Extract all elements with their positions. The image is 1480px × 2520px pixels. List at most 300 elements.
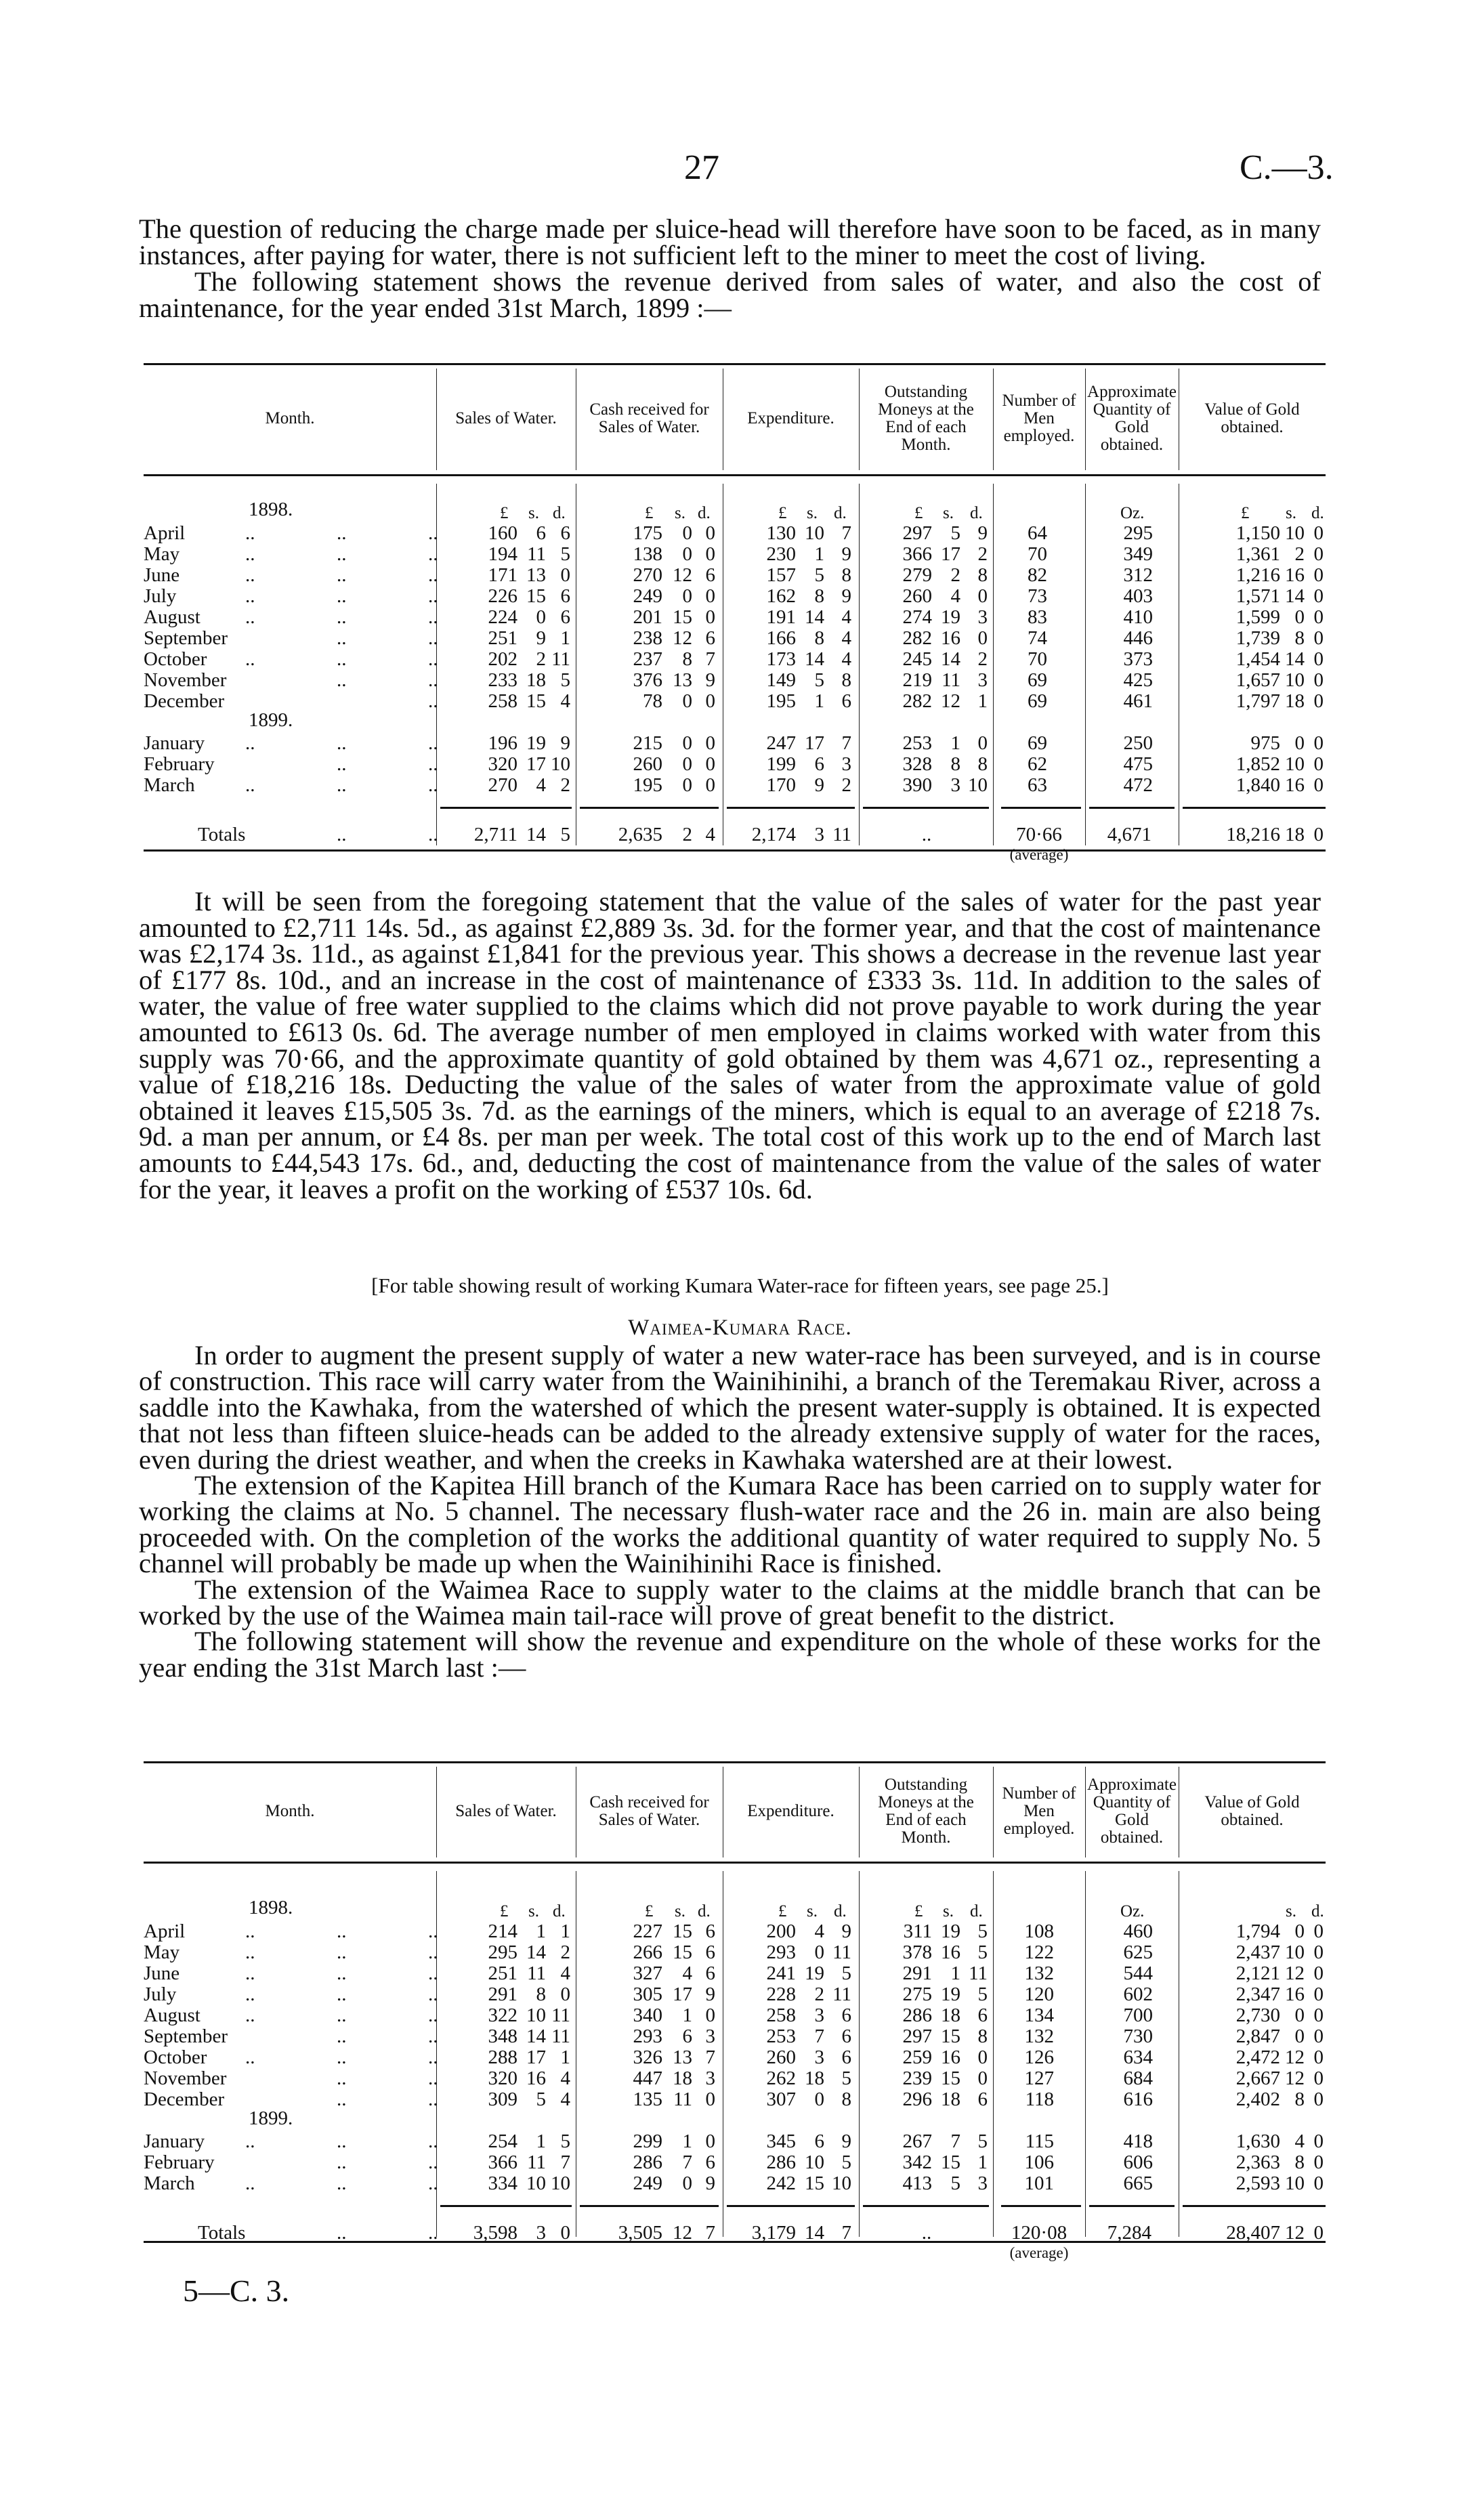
month-name: January	[144, 732, 205, 754]
column-divider	[436, 369, 437, 470]
month-name: January	[144, 2130, 205, 2152]
cash-pence: 0	[705, 753, 715, 775]
gold-ounces: 472	[1123, 774, 1153, 796]
column-divider	[1085, 369, 1086, 470]
gold-value-shillings: 12	[1285, 1962, 1305, 1984]
gold-value-pounds: 2,730	[1235, 2004, 1280, 2026]
unit-label: s.	[1286, 504, 1296, 522]
gold-value-shillings: 16	[1285, 1983, 1305, 2005]
gold-value-pence: 0	[1313, 774, 1324, 796]
gold-value-shillings: 10	[1285, 522, 1305, 544]
sales-pence: 9	[560, 732, 570, 754]
table-row	[144, 2068, 1326, 2089]
leader-dots: ..	[337, 824, 347, 845]
out-shillings: 5	[950, 2172, 960, 2194]
cash-shillings: 4	[682, 1962, 692, 1984]
cash-pence: 0	[705, 606, 715, 628]
out-shillings: 19	[941, 606, 960, 628]
out-pence: 10	[968, 774, 988, 796]
gold-ounces: 634	[1123, 2046, 1153, 2068]
unit-label: d.	[834, 1902, 847, 1920]
out-pence: 8	[977, 564, 988, 586]
unit-label: s.	[1286, 1902, 1296, 1920]
unit-label: d.	[1311, 1902, 1324, 1920]
sales-shillings: 1	[536, 1920, 546, 1942]
sales-pence: 11	[551, 648, 570, 670]
out-shillings: 15	[941, 2067, 960, 2089]
cash-shillings: 0	[682, 732, 692, 754]
header-men: Number of Men employed.	[1002, 1784, 1076, 1838]
table-row	[144, 1942, 1326, 1963]
sales-shillings: 1	[536, 2130, 546, 2152]
exp-pounds: 166	[766, 627, 796, 649]
month-name: August	[144, 606, 200, 628]
sales-pounds: 288	[488, 2046, 517, 2068]
kumara-revenue-table	[144, 363, 1326, 864]
out-pence: 8	[977, 2025, 988, 2047]
leader-dots: ..	[245, 522, 255, 544]
sales-pence: 5	[560, 669, 570, 691]
cash-shillings: 0	[682, 2172, 692, 2194]
exp-shillings: 2	[814, 1983, 824, 2005]
gold-value-pence: 0	[1313, 2130, 1324, 2152]
header-quantity: Approximate Quantity of Gold obtained.	[1087, 1776, 1177, 1847]
table-bottom-rule	[144, 849, 1326, 852]
sales-shillings: 17	[526, 753, 546, 775]
total-gold-value-pounds: 18,216	[1226, 824, 1280, 845]
men-employed: 118	[1025, 2088, 1054, 2110]
total-cash-pence: 4	[705, 824, 715, 845]
men-employed: 132	[1024, 2025, 1054, 2047]
column-divider	[993, 369, 994, 470]
out-shillings: 19	[941, 1920, 960, 1942]
table-row	[144, 586, 1326, 607]
gold-value-shillings: 12	[1285, 2046, 1305, 2068]
cash-shillings: 0	[682, 774, 692, 796]
unit-label: £	[778, 504, 787, 522]
leader-dots: ..	[337, 606, 347, 628]
gold-value-shillings: 12	[1285, 2067, 1305, 2089]
leader-dots: ..	[245, 1962, 255, 1984]
total-exp-pounds: 2,174	[751, 824, 796, 845]
out-pounds: 219	[902, 669, 932, 691]
unit-label: d.	[698, 1902, 711, 1920]
gold-value-shillings: 8	[1294, 2088, 1305, 2110]
total-exp-shillings: 14	[805, 2222, 824, 2244]
cash-pounds: 270	[633, 564, 662, 586]
exp-shillings: 18	[805, 2067, 824, 2089]
leader-dots: ..	[245, 2172, 255, 2194]
leader-dots: ..	[337, 564, 347, 586]
unit-label: £	[645, 1902, 654, 1920]
sales-pounds: 320	[488, 753, 517, 775]
leader-dots: ..	[337, 2004, 347, 2026]
gold-ounces: 349	[1123, 543, 1153, 565]
leader-dots: ..	[337, 543, 347, 565]
out-pence: 3	[977, 606, 988, 628]
cash-pence: 0	[705, 522, 715, 544]
cash-pounds: 286	[633, 2151, 662, 2173]
leader-dots: ..	[245, 2130, 255, 2152]
cash-shillings: 0	[682, 585, 692, 607]
unit-label: d.	[698, 504, 711, 522]
totals-rule	[1001, 2205, 1081, 2207]
cash-pence: 7	[705, 2046, 715, 2068]
sales-shillings: 5	[536, 2088, 546, 2110]
table-row	[144, 670, 1326, 691]
gold-value-pounds: 1,150	[1235, 522, 1280, 544]
men-employed: 126	[1024, 2046, 1054, 2068]
table-row	[144, 565, 1326, 586]
sales-pounds: 171	[488, 564, 517, 586]
waimea-revenue-table	[144, 1761, 1326, 2261]
cash-shillings: 1	[682, 2130, 692, 2152]
exp-pounds: 242	[766, 2172, 796, 2194]
cash-pounds: 238	[633, 627, 662, 649]
gold-value-pence: 0	[1313, 1920, 1324, 1942]
sales-pounds: 270	[488, 774, 517, 796]
sales-shillings: 18	[526, 669, 546, 691]
gold-value-shillings: 0	[1294, 2004, 1305, 2026]
gold-value-pounds: 975	[1250, 732, 1280, 754]
leader-dots: ..	[428, 2151, 438, 2173]
leader-dots: ..	[428, 1983, 438, 2005]
out-pounds: 279	[902, 564, 932, 586]
gold-value-shillings: 14	[1285, 585, 1305, 607]
unit-label: d.	[834, 504, 847, 522]
sales-pounds: 194	[488, 543, 517, 565]
totals-rule	[580, 2205, 719, 2207]
cash-pounds: 227	[633, 1920, 662, 1942]
cash-pounds: 293	[633, 2025, 662, 2047]
sales-pence: 5	[560, 2130, 570, 2152]
cash-shillings: 12	[673, 564, 692, 586]
gold-value-pounds: 1,852	[1235, 753, 1280, 775]
sales-shillings: 0	[536, 606, 546, 628]
cash-pounds: 201	[633, 606, 662, 628]
exp-pence: 8	[841, 564, 851, 586]
sales-shillings: 4	[536, 774, 546, 796]
out-shillings: 12	[941, 690, 960, 712]
exp-pounds: 130	[766, 522, 796, 544]
cash-pence: 6	[705, 1941, 715, 1963]
leader-dots: ..	[337, 648, 347, 670]
exp-pence: 11	[832, 1983, 851, 2005]
month-name: July	[144, 585, 177, 607]
sales-pounds: 196	[488, 732, 517, 754]
out-shillings: 15	[941, 2151, 960, 2173]
unit-label: d.	[553, 1902, 566, 1920]
column-divider	[436, 1767, 437, 1857]
gold-ounces: 446	[1123, 627, 1153, 649]
gold-ounces: 684	[1123, 2067, 1153, 2089]
sales-shillings: 15	[526, 690, 546, 712]
unit-label: s.	[943, 1902, 954, 1920]
gold-value-pounds: 1,797	[1235, 690, 1280, 712]
table-row	[144, 2131, 1326, 2152]
cash-pence: 3	[705, 2025, 715, 2047]
table-header-rule	[144, 1862, 1326, 1864]
leader-dots: ..	[428, 606, 438, 628]
sales-pounds: 202	[488, 648, 517, 670]
exp-pounds: 195	[766, 690, 796, 712]
exp-shillings: 1	[814, 543, 824, 565]
gold-value-shillings: 18	[1285, 690, 1305, 712]
gold-value-pence: 0	[1313, 2004, 1324, 2026]
unit-ounces: Oz.	[1120, 1902, 1145, 1920]
total-cash-pence: 7	[705, 2222, 715, 2244]
leader-dots: ..	[337, 1941, 347, 1963]
men-employed: 134	[1024, 2004, 1054, 2026]
year-label: 1899.	[249, 709, 293, 731]
out-shillings: 11	[942, 669, 960, 691]
cash-pence: 0	[705, 543, 715, 565]
out-pounds: 275	[902, 1983, 932, 2005]
leader-dots: ..	[337, 2130, 347, 2152]
exp-shillings: 0	[814, 1941, 824, 1963]
leader-dots: ..	[245, 774, 255, 796]
gold-value-pounds: 1,571	[1235, 585, 1280, 607]
exp-pounds: 228	[766, 1983, 796, 2005]
out-shillings: 3	[950, 774, 960, 796]
exp-pence: 5	[841, 2067, 851, 2089]
sales-pence: 11	[551, 2025, 570, 2047]
exp-pence: 6	[841, 2004, 851, 2026]
table-row	[144, 2005, 1326, 2026]
cash-pounds: 305	[633, 1983, 662, 2005]
leader-dots: ..	[428, 774, 438, 796]
cash-pence: 9	[705, 2172, 715, 2194]
gold-value-shillings: 16	[1285, 774, 1305, 796]
gold-value-pence: 0	[1313, 2172, 1324, 2194]
leader-dots: ..	[245, 1941, 255, 1963]
leader-dots: ..	[428, 824, 438, 845]
cash-pence: 6	[705, 564, 715, 586]
out-pence: 1	[977, 2151, 988, 2173]
gold-value-shillings: 10	[1285, 2172, 1305, 2194]
men-employed: 74	[1028, 627, 1047, 649]
waimea-paragraph-4: The following statement will show the revenue and expenditure on the whole of these works for the year ending the 31st March last :—	[139, 1626, 1321, 1683]
gold-value-pence: 0	[1313, 564, 1324, 586]
men-employed: 70	[1028, 648, 1047, 670]
totals-rule	[1089, 807, 1175, 809]
out-shillings: 4	[950, 585, 960, 607]
out-pounds: 267	[902, 2130, 932, 2152]
gold-ounces: 418	[1123, 2130, 1153, 2152]
cash-pounds: 195	[633, 774, 662, 796]
year-label: 1899.	[249, 2107, 293, 2129]
cash-shillings: 0	[682, 543, 692, 565]
men-employed: 83	[1028, 606, 1047, 628]
cash-shillings: 15	[673, 606, 692, 628]
out-pence: 0	[977, 2046, 988, 2068]
gold-value-pence: 0	[1313, 2088, 1324, 2110]
men-employed: 82	[1028, 564, 1047, 586]
gold-value-shillings: 10	[1285, 753, 1305, 775]
totals-rule	[1183, 807, 1326, 809]
gold-ounces: 461	[1123, 690, 1153, 712]
out-pounds: 296	[902, 2088, 932, 2110]
sales-shillings: 14	[526, 1941, 546, 1963]
gold-value-pence: 0	[1313, 522, 1324, 544]
exp-shillings: 8	[814, 627, 824, 649]
gold-value-pounds: 2,363	[1235, 2151, 1280, 2173]
exp-shillings: 4	[814, 1920, 824, 1942]
out-pence: 8	[977, 753, 988, 775]
sales-pence: 6	[560, 606, 570, 628]
total-gold-value-shillings: 18	[1285, 824, 1305, 845]
sales-shillings: 13	[526, 564, 546, 586]
table-row	[144, 607, 1326, 628]
gold-ounces: 425	[1123, 669, 1153, 691]
sales-pounds: 226	[488, 585, 517, 607]
total-gold-value-pence: 0	[1313, 824, 1324, 845]
total-gold-value-pence: 0	[1313, 2222, 1324, 2244]
month-name: July	[144, 1983, 177, 2005]
leader-dots: ..	[428, 543, 438, 565]
cash-pence: 0	[705, 2130, 715, 2152]
unit-label: £	[1241, 504, 1250, 522]
exp-pounds: 258	[766, 2004, 796, 2026]
table-row	[144, 1963, 1326, 1984]
gold-value-pounds: 1,599	[1235, 606, 1280, 628]
month-name: September	[144, 2025, 228, 2047]
gold-value-shillings: 10	[1285, 669, 1305, 691]
exp-pounds: 307	[766, 2088, 796, 2110]
exp-pence: 9	[841, 543, 851, 565]
cash-pence: 6	[705, 2151, 715, 2173]
cash-pence: 0	[705, 774, 715, 796]
out-pence: 0	[977, 627, 988, 649]
gold-value-pounds: 2,121	[1235, 1962, 1280, 1984]
total-exp-pounds: 3,179	[751, 2222, 796, 2244]
cash-shillings: 18	[673, 2067, 692, 2089]
cash-pence: 0	[705, 585, 715, 607]
gold-value-pounds: 2,437	[1235, 1941, 1280, 1963]
leader-dots: ..	[428, 2130, 438, 2152]
gold-value-pounds: 1,794	[1235, 1920, 1280, 1942]
waimea-text	[139, 1340, 1321, 1683]
gold-ounces: 250	[1123, 732, 1153, 754]
exp-pence: 11	[832, 1941, 851, 1963]
gold-ounces: 665	[1123, 2172, 1153, 2194]
sales-pounds: 348	[488, 2025, 517, 2047]
gold-value-pence: 0	[1313, 732, 1324, 754]
out-pence: 5	[977, 1920, 988, 1942]
out-pounds: 274	[902, 606, 932, 628]
header-sales: Sales of Water.	[455, 409, 557, 427]
exp-shillings: 14	[805, 606, 824, 628]
total-outstanding: ..	[921, 824, 932, 845]
sales-pence: 7	[560, 2151, 570, 2173]
leader-dots: ..	[337, 2088, 347, 2110]
cash-pounds: 78	[643, 690, 662, 712]
out-pounds: 366	[902, 543, 932, 565]
sales-shillings: 10	[526, 2172, 546, 2194]
exp-shillings: 10	[805, 2151, 824, 2173]
cash-pounds: 340	[633, 2004, 662, 2026]
intro-text	[139, 215, 1321, 321]
exp-pounds: 157	[766, 564, 796, 586]
month-name: December	[144, 2088, 225, 2110]
sales-shillings: 10	[526, 2004, 546, 2026]
table-header-rule	[144, 474, 1326, 476]
out-pounds: 253	[902, 732, 932, 754]
cash-pounds: 215	[633, 732, 662, 754]
sales-shillings: 11	[527, 1962, 546, 1984]
leader-dots: ..	[245, 585, 255, 607]
out-pence: 2	[977, 648, 988, 670]
unit-label: £	[914, 1902, 923, 1920]
gold-value-pence: 0	[1313, 627, 1324, 649]
out-pence: 6	[977, 2088, 988, 2110]
exp-pounds: 241	[766, 1962, 796, 1984]
out-pence: 1	[977, 690, 988, 712]
out-pence: 3	[977, 669, 988, 691]
gold-value-shillings: 8	[1294, 627, 1305, 649]
leader-dots: ..	[337, 2222, 347, 2244]
leader-dots: ..	[428, 2222, 438, 2244]
leader-dots: ..	[428, 564, 438, 586]
cross-reference-note: [For table showing result of working Kumara Water-race for fifteen years, see page 25.]	[371, 1274, 1109, 1297]
out-shillings: 1	[950, 1962, 960, 1984]
gold-value-shillings: 4	[1294, 2130, 1305, 2152]
middle-text	[139, 886, 1321, 1204]
totals-rule	[580, 807, 719, 809]
gold-value-pounds: 2,402	[1235, 2088, 1280, 2110]
exp-shillings: 1	[814, 690, 824, 712]
totals-rule	[440, 2205, 572, 2207]
cash-shillings: 13	[673, 669, 692, 691]
leader-dots: ..	[428, 1920, 438, 1942]
exp-pounds: 200	[766, 1920, 796, 1942]
table-row	[144, 2089, 1326, 2110]
leader-dots: ..	[428, 753, 438, 775]
month-name: June	[144, 564, 180, 586]
gold-value-pounds: 1,739	[1235, 627, 1280, 649]
intro-paragraph-2: The following statement shows the revenue derived from sales of water, and also the cost of maintenance, for the year ended 31st March, 1899 :—	[139, 266, 1321, 323]
gold-value-shillings: 14	[1285, 648, 1305, 670]
leader-dots: ..	[337, 1962, 347, 1984]
gold-value-pounds: 2,472	[1235, 2046, 1280, 2068]
table-row	[144, 2026, 1326, 2047]
men-employed: 64	[1028, 522, 1047, 544]
gold-value-pence: 0	[1313, 543, 1324, 565]
unit-label: s.	[807, 1902, 818, 1920]
month-name: March	[144, 774, 195, 796]
exp-pence: 6	[841, 2046, 851, 2068]
leader-dots: ..	[245, 606, 255, 628]
gold-value-pence: 0	[1313, 669, 1324, 691]
gold-value-pence: 0	[1313, 648, 1324, 670]
cash-shillings: 0	[682, 522, 692, 544]
gold-value-pounds: 1,454	[1235, 648, 1280, 670]
out-shillings: 14	[941, 648, 960, 670]
year-label: 1898.	[249, 499, 293, 520]
totals-rule	[863, 2205, 989, 2207]
exp-pounds: 293	[766, 1941, 796, 1963]
cash-shillings: 0	[682, 753, 692, 775]
out-shillings: 16	[941, 2046, 960, 2068]
gold-value-pounds: 1,216	[1235, 564, 1280, 586]
waimea-paragraph-2: The extension of the Kapitea Hill branch of the Kumara Race has been carried on to supply water for working the claims at No. 5 channel. The necessary flush-water race and the 26 in. main are also being proceeded with. On the completion of the works the additional quantity of water required to supply No. 5 channel will probably be made up when the Wainihinihi Race is finished.	[139, 1470, 1321, 1579]
cash-pounds: 138	[633, 543, 662, 565]
out-shillings: 16	[941, 1941, 960, 1963]
exp-pounds: 170	[766, 774, 796, 796]
unit-label: s.	[807, 504, 818, 522]
table-row	[144, 649, 1326, 670]
sales-pounds: 160	[488, 522, 517, 544]
